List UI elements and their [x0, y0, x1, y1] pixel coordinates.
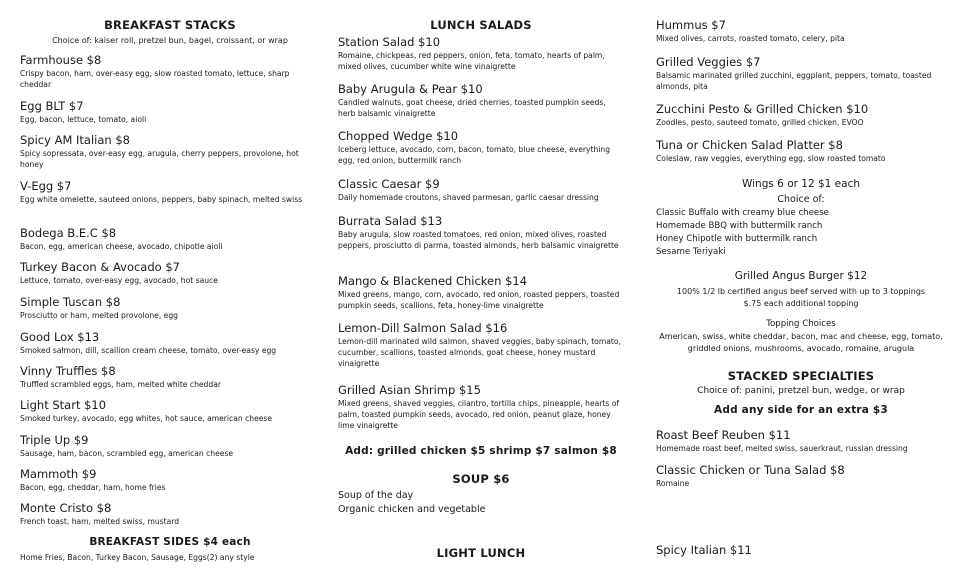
menu-item — [338, 321, 624, 369]
item-name: Monte Cristo $8 — [20, 501, 112, 515]
item-name: Good Lox $13 — [20, 330, 100, 344]
menu-item — [20, 501, 320, 527]
item-name: Burrata Salad $13 — [338, 214, 443, 228]
item-name: Spicy AM Italian $8 — [20, 133, 130, 147]
item-name: Classic Caesar $9 — [338, 177, 440, 191]
specialties-choice: Choice of: panini, pretzel bun, wedge, or wrap — [697, 386, 905, 396]
item-name: Station Salad $10 — [338, 35, 441, 49]
breakfast-title: BREAKFAST STACKS — [104, 18, 236, 32]
item-desc: Baby arugula, slow roasted tomatoes, red onion, mixed olives, roasted peppers, prosciutto di parma, toasted almonds, herb balsamic vinaigrette — [338, 230, 619, 250]
menu-item — [656, 55, 946, 92]
add-protein-line: Add: grilled chicken $5 shrimp $7 salmon $8 — [345, 445, 617, 457]
menu-item — [656, 543, 946, 557]
menu-item — [656, 138, 946, 164]
item-name: Egg BLT $7 — [20, 99, 84, 113]
menu-item — [338, 129, 624, 166]
item-desc: Egg, bacon, lettuce, tomato, aioli — [20, 115, 147, 124]
item-desc: Lemon-dill marinated wild salmon, shaved veggies, baby spinach, tomato, cucumber, scallions, toasted almonds, goat cheese, honey mustard vinaigrette — [338, 337, 621, 368]
item-desc: Truffled scrambled eggs, ham, melted white cheddar — [20, 380, 221, 389]
lunch-title: LUNCH SALADS — [430, 18, 532, 32]
toppings-title: Topping Choices — [766, 319, 836, 329]
breakfast-subtitle: Choice of: kaiser roll, pretzel bun, bagel, croissant, or wrap — [52, 36, 288, 45]
wings-option: Honey Chipotle with buttermilk ranch — [656, 234, 818, 244]
menu-item — [656, 102, 946, 128]
soup-title: SOUP $6 — [452, 472, 510, 486]
wings-title: Wings 6 or 12 $1 each — [741, 178, 860, 190]
menu-item — [338, 35, 624, 72]
menu-item — [656, 428, 946, 454]
item-desc: Coleslaw, raw veggies, everything egg, slow roasted tomato — [656, 154, 886, 163]
menu-item — [20, 260, 320, 286]
item-name: Vinny Truffles $8 — [20, 364, 116, 378]
menu-item — [20, 295, 320, 321]
item-desc: Mixed olives, carrots, roasted tomato, celery, pita — [656, 34, 845, 43]
item-desc: Zoodles, pesto, sauteed tomato, grilled chicken, EVOO — [656, 118, 864, 127]
item-desc: Egg white omelette, sauteed onions, peppers, baby spinach, melted swiss — [20, 195, 303, 204]
item-desc: Mixed greens, shaved veggies, cilantro, tortilla chips, pineapple, hearts of palm, toasted pumpkin seeds, avocado, red onion, peanut glaze, honey lime vinaigrette — [338, 399, 620, 430]
item-desc: Bacon, egg, american cheese, avocado, chipotle aioli — [20, 242, 223, 251]
item-desc: Spicy sopressata, over-easy egg, arugula, cherry peppers, provolone, hot honey — [20, 149, 299, 169]
toppings-list: American, swiss, white cheddar, bacon, mac and cheese, egg, tomato, griddled onions, mushrooms, avocado, romaine, arugula — [659, 332, 943, 353]
item-name: Zucchini Pesto & Grilled Chicken $10 — [656, 102, 869, 116]
item-name: Grilled Veggies $7 — [656, 55, 761, 69]
item-desc: Smoked turkey, avocado, egg whites, hot sauce, american cheese — [20, 414, 273, 423]
breakfast-sides-title: BREAKFAST SIDES $4 each — [89, 536, 251, 548]
item-name: Baby Arugula & Pear $10 — [338, 82, 483, 96]
item-desc: Bacon, egg, cheddar, ham, home fries — [20, 483, 166, 492]
specialties-title: STACKED SPECIALTIES — [727, 369, 875, 383]
item-name: V-Egg $7 — [20, 179, 72, 193]
menu-item — [20, 398, 320, 424]
menu-item — [338, 82, 624, 119]
item-desc: Balsamic marinated grilled zucchini, eggplant, peppers, tomato, toasted almonds, pita — [656, 71, 932, 91]
burger-line1: 100% 1/2 lb certified angus beef served with up to 3 toppings — [676, 287, 926, 296]
item-name: Spicy Italian $11 — [656, 543, 752, 557]
soup-item: Organic chicken and vegetable — [338, 504, 486, 515]
item-name: Grilled Asian Shrimp $15 — [338, 383, 481, 397]
item-name: Lemon-Dill Salmon Salad $16 — [338, 321, 508, 335]
wings-option: Sesame Teriyaki — [656, 247, 726, 257]
item-desc: French toast, ham, melted swiss, mustard — [20, 517, 180, 526]
menu-item — [656, 18, 946, 44]
item-name: Chopped Wedge $10 — [338, 129, 459, 143]
menu-item — [338, 274, 624, 311]
item-desc: Romaine, chickpeas, red peppers, onion, feta, tomato, hearts of palm, mixed olives, cucumber white wine vinaigrette — [338, 51, 605, 71]
item-desc: Crispy bacon, ham, over-easy egg, slow roasted tomato, lettuce, sharp cheddar — [20, 69, 290, 89]
item-name: Farmhouse $8 — [20, 53, 102, 67]
menu-item — [20, 330, 320, 356]
light-lunch-title: LIGHT LUNCH — [436, 546, 526, 560]
item-desc: Daily homemade croutons, shaved parmesan, garlic caesar dressing — [338, 193, 599, 202]
menu-item — [20, 133, 320, 170]
item-name: Bodega B.E.C $8 — [20, 226, 117, 240]
item-desc: Iceberg lettuce, avocado, corn, bacon, tomato, blue cheese, everything egg, red onion, buttermilk ranch — [338, 145, 611, 165]
menu-item — [20, 179, 320, 205]
wings-option: Classic Buffalo with creamy blue cheese — [656, 208, 829, 218]
item-name: Hummus $7 — [656, 18, 726, 32]
item-desc: Lettuce, tomato, over-easy egg, avocado, hot sauce — [20, 276, 218, 285]
item-name: Turkey Bacon & Avocado $7 — [20, 260, 180, 274]
burger-title: Grilled Angus Burger $12 — [734, 270, 868, 282]
menu-item — [656, 463, 946, 489]
item-desc: Homemade roast beef, melted swiss, sauerkraut, russian dressing — [656, 444, 908, 453]
menu-item — [20, 53, 320, 90]
wings-choice: Choice of: — [777, 194, 825, 205]
menu-item — [20, 99, 320, 125]
item-name: Roast Beef Reuben $11 — [656, 428, 791, 442]
item-name: Tuna or Chicken Salad Platter $8 — [656, 138, 843, 152]
breakfast-sides — [20, 551, 320, 563]
menu-item — [338, 214, 624, 251]
menu-item — [20, 226, 320, 252]
menu-item — [20, 467, 320, 493]
menu-item — [338, 177, 624, 203]
item-desc: Mixed greens, mango, corn, avocado, red onion, roasted peppers, toasted pumpkin seeds, scallions, feta, honey-lime vinaigrette — [338, 290, 620, 310]
item-desc: Candied walnuts, goat cheese, dried cherries, toasted pumpkin seeds, herb balsamic vinaigrette — [338, 98, 606, 118]
sides-desc: Home Fries, Bacon, Turkey Bacon, Sausage, Eggs(2) any style — [20, 553, 255, 562]
add-side-line: Add any side for an extra $3 — [714, 404, 888, 416]
item-desc: Sausage, ham, bacon, scrambled egg, american cheese — [20, 449, 234, 458]
wings-option: Homemade BBQ with buttermilk ranch — [656, 221, 823, 231]
item-desc: Romaine — [656, 479, 690, 488]
item-name: Classic Chicken or Tuna Salad $8 — [656, 463, 845, 477]
item-name: Light Start $10 — [20, 398, 107, 412]
burger-line2: $.75 each additional topping — [743, 299, 859, 308]
soup-item: Soup of the day — [338, 490, 414, 501]
item-name: Simple Tuscan $8 — [20, 295, 121, 309]
item-desc: Prosciutto or ham, melted provolone, egg — [20, 311, 178, 320]
item-name: Triple Up $9 — [20, 433, 89, 447]
item-name: Mango & Blackened Chicken $14 — [338, 274, 528, 288]
item-desc: Smoked salmon, dill, scallion cream cheese, tomato, over-easy egg — [20, 346, 277, 355]
menu-item — [20, 433, 320, 459]
item-name: Mammoth $9 — [20, 467, 97, 481]
menu-item — [338, 383, 624, 431]
menu-item — [20, 364, 320, 390]
